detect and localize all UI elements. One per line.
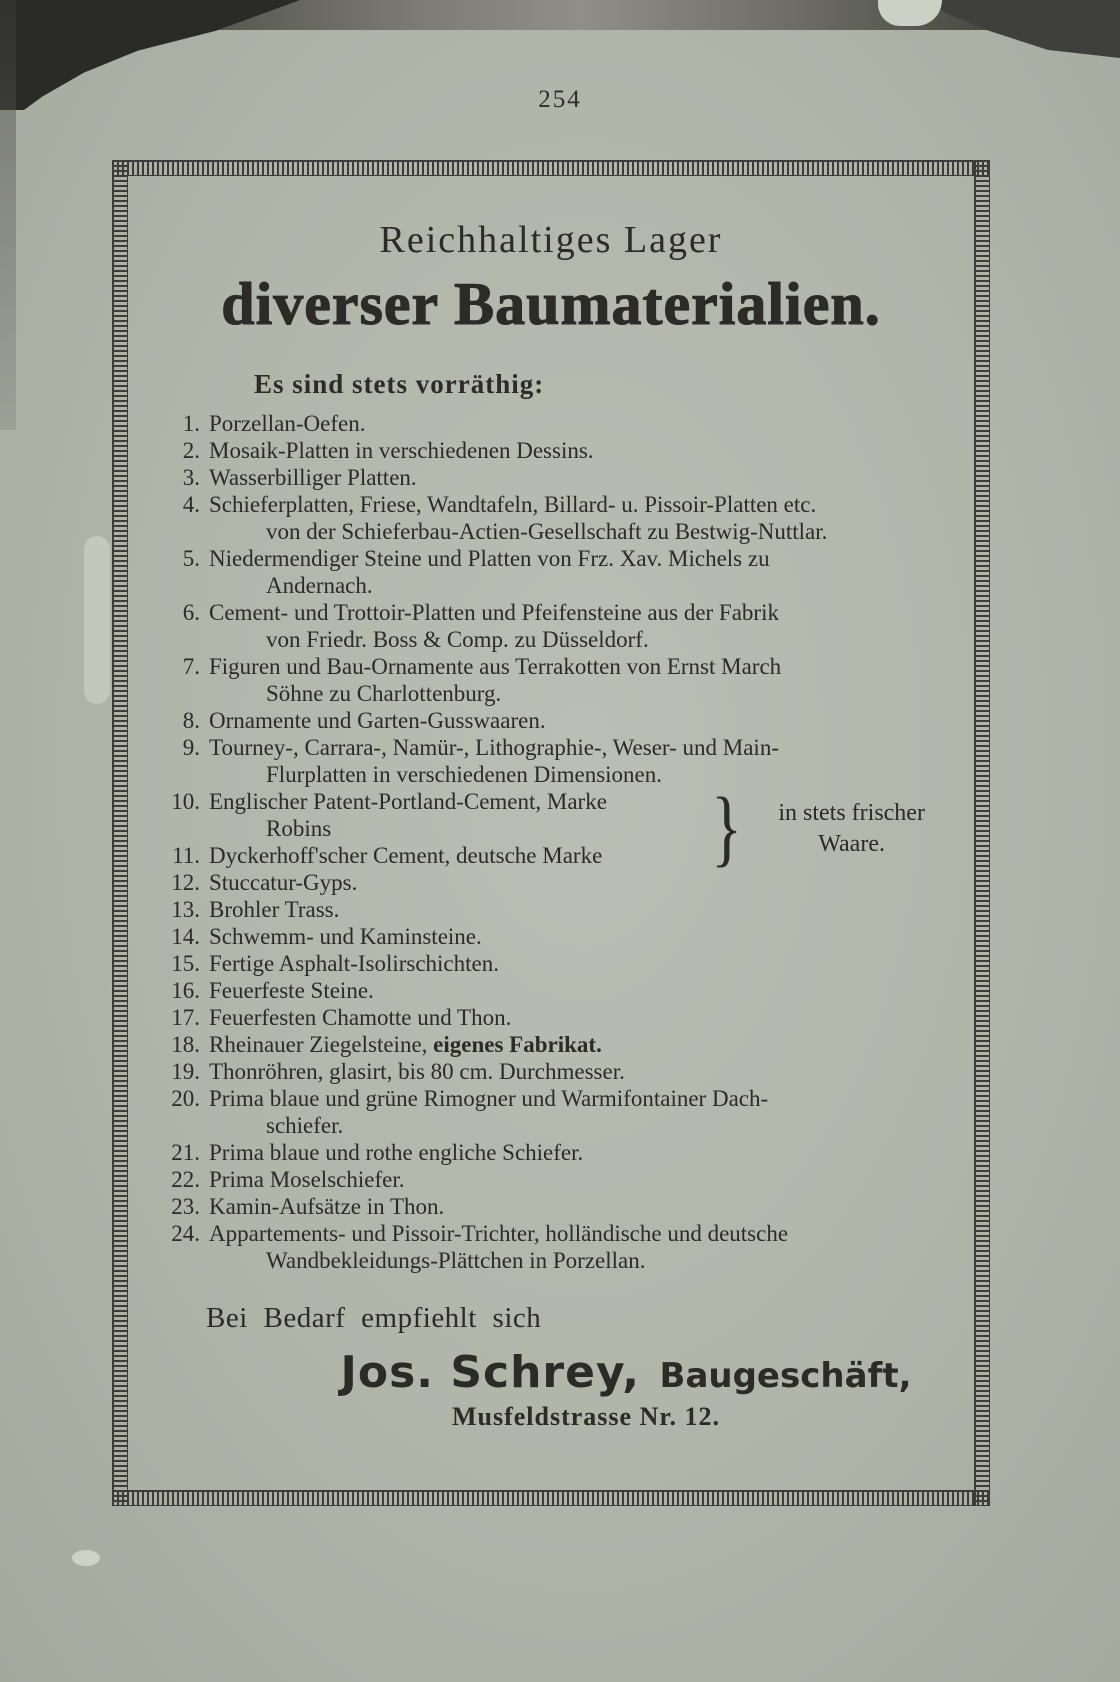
item-line: von Friedr. Boss & Comp. zu Düsseldorf. <box>266 627 649 652</box>
item-text <box>209 788 706 842</box>
item-number: 11. <box>172 843 200 868</box>
item-text <box>209 491 956 545</box>
brace-group-items <box>146 788 706 869</box>
list-item <box>146 1058 956 1085</box>
frame-hatch-top <box>112 160 990 176</box>
item-number: 22. <box>171 1167 200 1192</box>
list-item <box>146 410 956 437</box>
item-line: Wasserbilliger Platten. <box>209 465 417 490</box>
materials-list <box>146 410 956 1274</box>
list-item <box>146 464 956 491</box>
item-text <box>209 896 956 923</box>
item-number: 7. <box>182 654 200 679</box>
item-text <box>209 599 956 653</box>
list-item <box>146 923 956 950</box>
list-item <box>146 950 956 977</box>
ad-subtitle: Es sind stets vorräthig: <box>254 369 545 399</box>
list-item <box>146 896 956 923</box>
item-number: 12. <box>171 870 200 895</box>
list-item <box>146 977 956 1004</box>
item-line: Prima Moselschiefer. <box>209 1167 405 1192</box>
item-number: 2. <box>182 438 200 463</box>
list-item <box>146 1085 956 1139</box>
item-text <box>209 950 956 977</box>
list-item <box>146 1004 956 1031</box>
item-number: 15. <box>171 951 200 976</box>
item-line: Schieferplatten, Friese, Wandtafeln, Billard- u. Pissoir-Platten etc. <box>209 492 817 517</box>
item-text <box>209 1220 956 1274</box>
scan-artifact-paper-speck <box>72 1550 100 1566</box>
item-line: schiefer. <box>266 1113 344 1138</box>
item-line: Cement- und Trottoir-Platten und Pfeifensteine aus der Fabrik <box>209 600 779 625</box>
item-line: Andernach. <box>266 573 373 598</box>
brace-glyph: } <box>711 778 743 875</box>
item-number: 21. <box>171 1140 200 1165</box>
item-line: Prima blaue und rothe engliche Schiefer. <box>209 1140 584 1165</box>
item-number: 13. <box>171 897 200 922</box>
list-item <box>146 1139 956 1166</box>
item-number: 24. <box>171 1221 200 1246</box>
list-item <box>146 1166 956 1193</box>
item-text <box>209 545 956 599</box>
item-text <box>209 1004 956 1031</box>
item-number: 8. <box>182 708 200 733</box>
item-number: 17. <box>171 1005 200 1030</box>
list-item <box>146 437 956 464</box>
item-text <box>209 977 956 1004</box>
frame-hatch-right <box>974 160 990 1506</box>
item-line: Tourney-, Carrara-, Namür-, Lithographie-, Weser- und Main- <box>209 735 779 760</box>
item-line: Dyckerhoff'scher Cement, deutsche Marke <box>209 843 603 868</box>
list-item <box>146 1193 956 1220</box>
list-item <box>146 491 956 545</box>
item-line: Wandbekleidungs-Plättchen in Porzellan. <box>266 1248 646 1273</box>
item-number: 16. <box>171 978 200 1003</box>
item-line: Appartements- und Pissoir-Trichter, holländische und deutsche <box>209 1221 789 1246</box>
list-item <box>146 842 706 869</box>
item-text <box>209 842 706 869</box>
list-item <box>146 599 956 653</box>
item-line: Flurplatten in verschiedenen Dimensionen. <box>266 762 663 787</box>
scan-artifact-left-edge <box>0 0 16 430</box>
item-text <box>209 653 956 707</box>
item-number: 20. <box>171 1086 200 1111</box>
list-item <box>146 653 956 707</box>
list-item <box>146 734 956 788</box>
item-text <box>209 1031 956 1058</box>
item-bold-text: eigenes Fabrikat. <box>433 1032 602 1057</box>
brace-note-line2: Waare. <box>818 830 885 857</box>
item-text <box>209 923 956 950</box>
item-line: Thonröhren, glasirt, bis 80 cm. Durchmesser. <box>209 1059 625 1084</box>
item-line: Rheinauer Ziegelsteine, eigenes Fabrikat. <box>209 1032 602 1057</box>
frame-hatch-bottom <box>112 1490 990 1506</box>
signature-address: Musfeldstrasse Nr. 12. <box>451 1402 721 1431</box>
item-text <box>209 869 956 896</box>
item-line: Prima blaue und grüne Rimogner und Warmifontainer Dach- <box>209 1086 769 1111</box>
item-text <box>209 1166 956 1193</box>
list-item <box>146 707 956 734</box>
list-item <box>146 788 706 842</box>
item-line: Fertige Asphalt-Isolirschichten. <box>209 951 499 976</box>
item-line: Figuren und Bau-Ornamente aus Terrakotten von Ernst March <box>209 654 782 679</box>
items-list-b <box>146 869 956 1274</box>
brace-note <box>747 798 956 860</box>
item-text <box>209 437 956 464</box>
item-line: Feuerfesten Chamotte und Thon. <box>209 1005 512 1030</box>
frame-hatch-left <box>112 160 128 1506</box>
item-number: 19. <box>171 1059 200 1084</box>
ad-header-line1: Reichhaltiges Lager <box>379 219 723 261</box>
item-line: Mosaik-Platten in verschiedenen Dessins. <box>209 438 594 463</box>
item-number: 6. <box>182 600 200 625</box>
item-text <box>209 1058 956 1085</box>
item-line: von der Schieferbau-Actien-Gesellschaft zu Bestwig-Nuttlar. <box>266 519 828 544</box>
item-text <box>209 1193 956 1220</box>
item-text <box>209 410 956 437</box>
item-text <box>209 1139 956 1166</box>
item-text <box>209 1085 956 1139</box>
item-line: Ornamente und Garten-Gusswaaren. <box>209 708 546 733</box>
advertisement <box>112 160 990 1506</box>
page-number: 254 <box>538 86 582 113</box>
item-line: Stuccatur-Gyps. <box>209 870 358 895</box>
item-line: Söhne zu Charlottenburg. <box>266 681 502 706</box>
item-text <box>209 707 956 734</box>
scan-artifact-paper-tear <box>84 536 110 704</box>
item-number: 3. <box>182 465 200 490</box>
items-list-a <box>146 410 956 788</box>
item-line: Kamin-Aufsätze in Thon. <box>209 1194 445 1219</box>
list-item <box>146 545 956 599</box>
item-line: Brohler Trass. <box>209 897 340 922</box>
item-number: 23. <box>171 1194 200 1219</box>
item-number: 1. <box>182 411 200 436</box>
item-line: Schwemm- und Kaminsteine. <box>209 924 482 949</box>
brace-group <box>146 778 956 875</box>
item-text <box>209 734 956 788</box>
item-line: Niedermendiger Steine und Platten von Frz. Xav. Michels zu <box>209 546 770 571</box>
item-number: 14. <box>171 924 200 949</box>
signature-line <box>296 1347 956 1398</box>
list-item <box>146 869 956 896</box>
item-line: Feuerfeste Steine. <box>209 978 374 1003</box>
item-number: 18. <box>171 1032 200 1057</box>
item-text <box>209 464 956 491</box>
list-item <box>146 1031 956 1058</box>
signature-business: Baugeschäft, <box>659 1356 912 1396</box>
list-item <box>146 1220 956 1274</box>
item-number: 10. <box>171 789 200 814</box>
advertisement-content <box>128 176 974 1490</box>
brace-note-line1: in stets frischer <box>778 799 925 826</box>
item-line: Englischer Patent-Portland-Cement, Marke <box>209 789 607 814</box>
closing-line: Bei Bedarf empfiehlt sich <box>206 1302 542 1334</box>
item-line: Porzellan-Oefen. <box>209 411 366 436</box>
ad-header-line2: diverser Baumaterialien. <box>221 271 881 337</box>
item-number: 4. <box>182 492 200 517</box>
item-number: 5. <box>182 546 200 571</box>
signature-name: Jos. Schrey, <box>340 1347 640 1398</box>
item-number: 9. <box>182 735 200 760</box>
item-line: Robins <box>266 816 332 841</box>
